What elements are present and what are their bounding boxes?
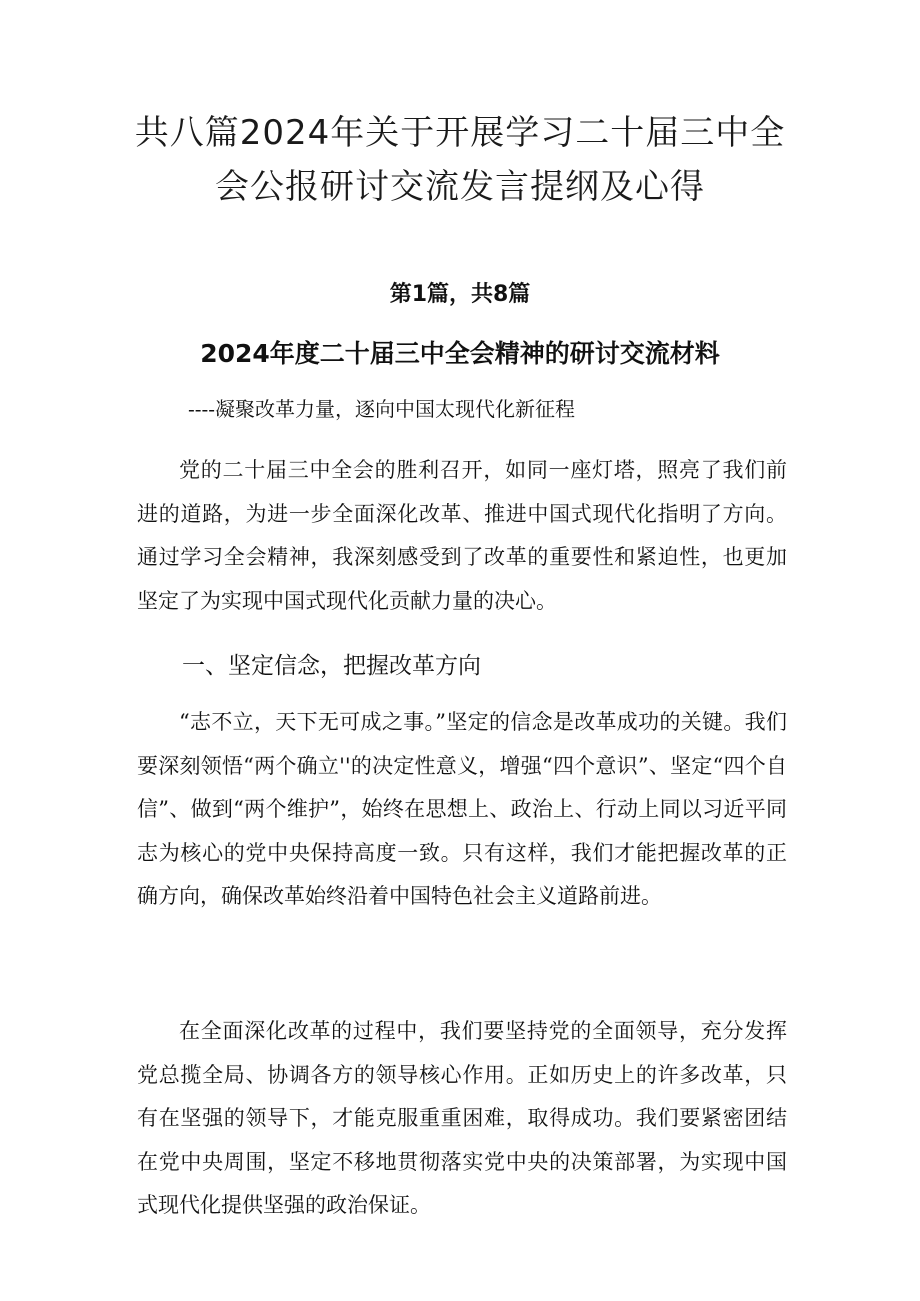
document-title [110,106,810,214]
heading-1: 一、坚定信念，把握改革方向 [182,653,481,679]
document-title-line-2: 会公报研讨交流发言提纲及心得 [215,167,705,207]
part-label: 第1篇，共8篇 [389,282,531,307]
subtitle: ----凝聚改革力量，逐向中国太现代化新征程 [188,397,576,421]
body-paragraph: “志不立，天下无可成之事。”坚定的信念是改革成功的关键。我们要深刻领悟“两个确立''的决定性意义，增强“四个意识”、坚定“四个自信”、做到“两个维护”，始终在思想上、政治上、行动上同以习近平同志为核心的党中央保持高度一致。只有这样，我们才能把握改革的正确方向，确保改革始终沿着中国特色社会主义道路前进。 [137,710,787,908]
document-title-line-1: 共八篇2024年关于开展学习二十届三中全 [134,113,786,153]
intro-paragraph: 党的二十届三中全会的胜利召开，如同一座灯塔，照亮了我们前进的道路，为进一步全面深化改革、推进中国式现代化指明了方向。通过学习全会精神，我深刻感受到了改革的重要性和紧迫性，也更加坚定了为实现中国式现代化贡献力量的决心。 [137,458,787,613]
section-title: 2024年度二十届三中全会精神的研讨交流材料 [200,339,720,368]
body-paragraph: 在全面深化改革的过程中，我们要坚持党的全面领导，充分发挥党总揽全局、协调各方的领导核心作用。正如历史上的许多改革，只有在坚强的领导下，才能克服重重困难，取得成功。我们要紧密团结在党中央周围，坚定不移地贯彻落实党中央的决策部署，为实现中国式现代化提供坚强的政治保证。 [137,1019,787,1217]
